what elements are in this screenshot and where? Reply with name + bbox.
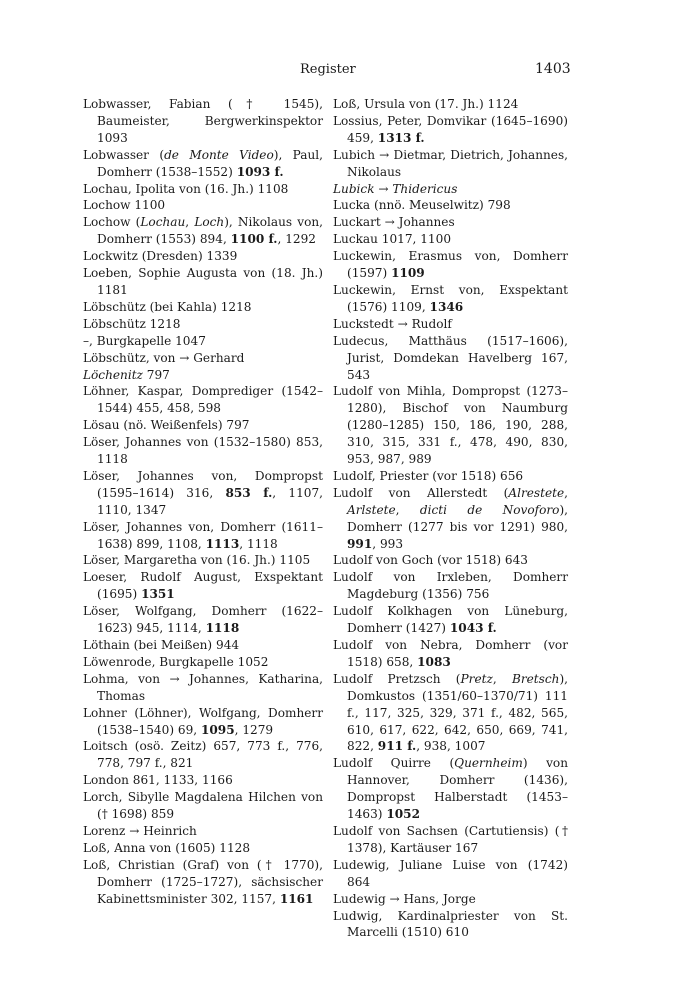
index-entry: Lorch, Sibylle Magdalena Hilchen von († 1698) 859: [83, 790, 323, 822]
index-entry: Löser, Johannes von (1532–1580) 853, 1118: [83, 435, 323, 467]
index-entry: Ludolf von Irxleben, Domherr Magdeburg (1356) 756: [333, 570, 568, 602]
index-entry: Loeser, Rudolf August, Exspektant (1695) 1351: [83, 570, 323, 602]
index-entry: Lubick → Thidericus: [333, 181, 458, 196]
index-entry: Lohma, von → Johannes, Katharina, Thomas: [83, 671, 323, 703]
index-entry: Ludewig → Hans, Jorge: [333, 891, 476, 906]
index-entry: Ludolf Pretzsch (Pretz, Bretsch), Domkustos (1351/60–1370/71) 111 f., 117, 325, 329, 371 f., 482, 565, 610, 617, 622, 642, 650, 669, 741, 822, 911 f., 938, 1007: [333, 671, 568, 754]
index-entry: Löbschütz, von → Gerhard: [83, 350, 245, 365]
index-entry: Ludewig, Juliane Luise von (1742) 864: [333, 857, 568, 889]
index-entry: Ludolf von Nebra, Domherr (vor 1518) 658, 1083: [333, 638, 568, 669]
index-entry: Lösau (nö. Weißenfels) 797: [83, 418, 250, 433]
index-entry: Lohner (Löhner), Wolfgang, Domherr (1538–1540) 69, 1095, 1279: [83, 705, 323, 737]
index-entry: Luckewin, Erasmus von, Domherr (1597) 1109: [333, 249, 568, 281]
index-entry: Löbschütz 1218: [83, 316, 181, 331]
index-entry: Ludolf von Mihla, Dompropst (1273–1280), Bischof von Naumburg (1280–1285) 150, 186, 190, 288, 310, 315, 331 f., 478, 490, 830, 953, 987, 989: [333, 384, 568, 467]
index-column-left: [83, 96, 323, 908]
index-entry: Lucka (nnö. Meuselwitz) 798: [333, 198, 511, 213]
index-column-right: [333, 96, 568, 941]
index-entry: Lochau, Ipolita von (16. Jh.) 1108: [83, 181, 289, 196]
index-entry: London 861, 1133, 1166: [83, 773, 233, 788]
index-entry: Ludolf, Priester (vor 1518) 656: [333, 468, 524, 483]
index-entry: Löhner, Kaspar, Domprediger (1542–1544) 455, 458, 598: [83, 384, 323, 416]
index-entry: Ludwig, Kardinalpriester von St. Marcelli (1510) 610: [333, 908, 568, 940]
index-entry: Lochow (Lochau, Loch), Nikolaus von, Domherr (1553) 894, 1100 f., 1292: [83, 215, 323, 247]
index-entry: Löthain (bei Meißen) 944: [83, 638, 240, 652]
index-entry: Loeben, Sophie Augusta von (18. Jh.) 1181: [83, 266, 323, 297]
index-entry: Loß, Ursula von (17. Jh.) 1124: [333, 97, 519, 111]
index-entry: Lubich → Dietmar, Dietrich, Johannes, Nikolaus: [333, 147, 568, 179]
index-entry: Lockwitz (Dresden) 1339: [83, 249, 238, 264]
index-entry: Luckstedt → Rudolf: [333, 316, 452, 331]
index-entry: Löbschütz (bei Kahla) 1218: [83, 299, 252, 314]
index-entry: Löwenrode, Burgkapelle 1052: [83, 654, 269, 669]
index-entry: Löser, Wolfgang, Domherr (1622–1623) 945, 1114, 1118: [83, 604, 323, 636]
index-entry: Luckewin, Ernst von, Exspektant (1576) 1109, 1346: [333, 282, 568, 314]
index-entry: Lossius, Peter, Domvikar (1645–1690) 459, 1313 f.: [333, 113, 568, 145]
index-entry: Lobwasser (de Monte Video), Paul, Domherr (1538–1552) 1093 f.: [83, 147, 323, 179]
index-entry: Ludolf von Sachsen (Cartutiensis) († 1378), Kartäuser 167: [333, 823, 568, 855]
index-entry: Ludolf von Allerstedt (Alrestete, Arlstete, dicti de Novoforo), Domherr (1277 bis vor 1291) 980, 991, 993: [333, 485, 568, 551]
index-entry: Löser, Johannes von, Domherr (1611–1638) 899, 1108, 1113, 1118: [83, 519, 323, 551]
index-entry: Loitsch (osö. Zeitz) 657, 773 f., 776, 778, 797 f., 821: [83, 739, 323, 771]
index-entry: Loß, Anna von (1605) 1128: [83, 840, 251, 855]
running-title: Register: [300, 62, 356, 77]
index-entry: Löchenitz 797: [83, 367, 170, 382]
index-entry: Ludecus, Matthäus (1517–1606), Jurist, Domdekan Havelberg 167, 543: [333, 333, 568, 382]
index-entry: Loß, Christian (Graf) von († 1770), Domherr (1725–1727), sächsischer Kabinettsminister 302, 1157, 1161: [83, 857, 323, 906]
index-entry: Lobwasser, Fabian († 1545), Baumeister, Bergwerkinspektor 1093: [83, 97, 323, 145]
index-entry: Ludolf Kolkhagen von Lüneburg, Domherr (1427) 1043 f.: [333, 604, 568, 636]
index-entry: Luckau 1017, 1100: [333, 232, 452, 247]
index-entry: Löser, Margaretha von (16. Jh.) 1105: [83, 553, 311, 568]
index-entry: Lorenz → Heinrich: [83, 823, 197, 838]
index-entry: Lochow 1100: [83, 198, 166, 213]
index-entry: Luckart → Johannes: [333, 215, 455, 230]
page-number: 1403: [535, 61, 571, 77]
index-entry: Ludolf Quirre (Quernheim) von Hannover, Domherr (1436), Dompropst Halberstadt (1453–1463) 1052: [333, 756, 568, 822]
index-entry: –, Burgkapelle 1047: [83, 333, 206, 348]
index-entry: Ludolf von Goch (vor 1518) 643: [333, 553, 529, 568]
page-header: [0, 62, 700, 82]
index-entry: Löser, Johannes von, Dompropst (1595–1614) 316, 853 f., 1107, 1110, 1347: [83, 468, 324, 517]
